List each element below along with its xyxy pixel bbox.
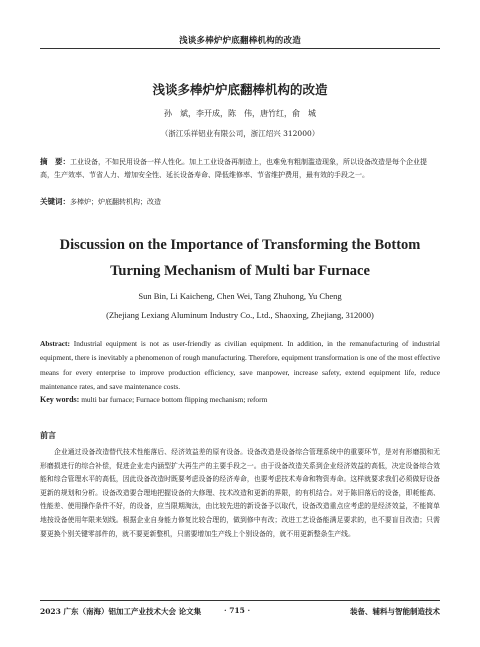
- section-heading: 前言: [40, 430, 56, 440]
- footer-rule: [40, 600, 440, 601]
- english-affiliation: (Zhejiang Lexiang Aluminum Industry Co., Ltd., Shaoxing, Zhejiang, 312000): [106, 310, 374, 320]
- chinese-affiliation: （浙江乐祥铝业有限公司，浙江绍兴 312000）: [160, 129, 320, 138]
- english-abstract-label: Abstract:: [40, 339, 70, 348]
- chinese-keywords-label: 关键词：: [40, 197, 70, 206]
- running-header: 浅谈多棒炉炉底翻棒机构的改造: [179, 36, 301, 46]
- english-abstract: [40, 337, 440, 394]
- english-abstract-text: Industrial equipment is not as user-friendly as civilian equipment. In addition, in the remanufacturing of industrial equipment, there is inevitably a phenomenon of rough manufacturing. Therefore, equipment transformation is one of the most effective means for every enterprise to improve production efficiency, save manpower, increase safety, extend equipment life, reduce maintenance rates, and save maintenance costs.: [40, 339, 440, 391]
- chinese-authors: 孙 斌，李开成，陈 伟，唐竹红，俞 城: [164, 109, 316, 118]
- english-keywords-label: Key words:: [40, 395, 80, 404]
- english-keywords-text: multi bar furnace; Furnace bottom flipping mechanism; reform: [81, 395, 268, 404]
- page-number: · 715 ·: [224, 606, 251, 615]
- header-rule: [40, 48, 440, 49]
- section-paragraph: 企业通过设备改造替代技术性能落后、经济效益差的原有设备。设备改造是设备综合管理系统中的重要环节，是对有形磨损和无形磨损进行的综合补偿，促进企业走内涵型扩大再生产的主要手段之一。由于设备改造关系到企业经济效益的高低，决定设备综合效能和综合管理水平的高低，因此设备改造时既要考虑设备的经济寿命，也要考虑技术寿命和物资寿命。这样就要求我们必须做好设备更新的规划和分析。设备改造要合理地把握设备的大修理、技术改造和更新的界限，的有机结合。对于陈旧落后的设备，即耗能高、性能差、使用操作条件不好，的设备，应当限期淘汰，由比较先进的新设备予以取代，设备改造重点应考虑的是经济效益，不能简单地按设备使用年限来划线。根据企业自身能力修复比较合理的，做到修中有改；改进工艺设备能满足要求的，也不要盲目改造；只需要更换个别关键零部件的，就不要更新整机，只需要增加生产线上个别设备的，就不用更新整条生产线。: [40, 448, 440, 538]
- english-keywords: [40, 395, 440, 404]
- footer-proceedings: 2023 广东（南海）铝加工产业技术大会 论文集: [40, 607, 202, 616]
- chinese-abstract-text: 工业设备，不如民用设备一样人性化。加上工业设备再制造上，也难免有粗制滥造现象，所以设备改造是每个企业提高，生产效率、节省人力、增加安全性、延长设备寿命、降低维修率、节省维护费用，最有效的手段之一。: [40, 158, 427, 179]
- english-title: Discussion on the Importance of Transforming the Bottom Turning Mechanism of Multi bar Furnace: [59, 237, 421, 279]
- chinese-keywords-text: 多棒炉；炉底翻转机构；改造: [70, 198, 161, 206]
- english-authors: Sun Bin, Li Kaicheng, Chen Wei, Tang Zhuhong, Yu Cheng: [138, 291, 342, 301]
- footer-section: 装备、辅料与智能制造技术: [350, 607, 440, 616]
- chinese-abstract: [40, 155, 440, 182]
- chinese-abstract-label: 摘 要：: [40, 157, 70, 166]
- chinese-keywords: [40, 196, 440, 207]
- chinese-title: 浅谈多棒炉炉底翻棒机构的改造: [152, 82, 328, 97]
